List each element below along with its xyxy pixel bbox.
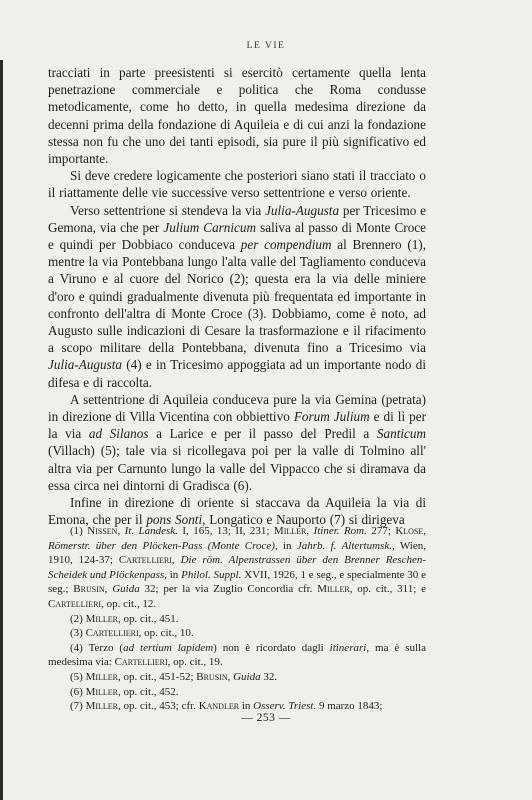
- text-run: ,: [104, 583, 113, 596]
- text-run: (1): [70, 525, 88, 537]
- text-run: , in: [274, 539, 297, 552]
- author-name: Cartellieri: [85, 627, 139, 640]
- text-run: , op. cit., 12.: [101, 597, 157, 610]
- text-run: (3): [70, 627, 86, 640]
- text-run: 9 marzo 1843;: [316, 700, 383, 713]
- text-run: Verso settentrione si stendeva la via: [70, 202, 266, 218]
- text-run: , op. cit., 451.: [118, 612, 179, 625]
- italic-text: Julia-Augusta: [265, 202, 340, 218]
- author-name: Miller: [85, 670, 119, 683]
- footnote: [48, 670, 426, 685]
- text-run: saliva al passo di Monte Croce e quindi per Dobbiaco conduceva: [48, 219, 426, 253]
- italic-text: Die röm. Alpenstrassen über den Brenner Reschen-Scheidek und Plöckenpass: [48, 554, 427, 581]
- text-run: ) non è ricordato dagli: [213, 641, 330, 654]
- author-name: Cartellieri: [48, 597, 102, 610]
- paragraph: [48, 202, 426, 391]
- author-name: Miller: [317, 583, 350, 596]
- text-run: (2): [70, 612, 86, 625]
- text-run: a Larice e per il passo del Predil a: [148, 426, 377, 442]
- italic-text: Julium Carnicum: [163, 219, 257, 235]
- italic-text: Jahrb. f. Altertumsk.: [296, 539, 392, 552]
- author-name: Miller: [85, 700, 119, 713]
- text-run: , ma è sulla medesima via:: [48, 641, 426, 669]
- italic-text: Römerstr. über den Plöcken-Pass (Monte Croce): [48, 539, 275, 552]
- text-run: per Tricesimo e Gemona, via che per: [48, 202, 426, 235]
- author-name: Brusin: [73, 583, 105, 596]
- paragraph: [48, 167, 426, 201]
- italic-text: Guida: [112, 583, 140, 596]
- paragraph: [48, 64, 426, 167]
- text-run: , op. cit., 452.: [118, 685, 179, 698]
- text-run: e di lì per la via: [48, 409, 426, 442]
- footnote: [48, 626, 426, 641]
- footnote: [48, 524, 426, 612]
- text-run: ,: [171, 554, 181, 567]
- footnote: [48, 612, 426, 627]
- text-run: , Longatico e Nauporto (7) si dirigeva: [202, 512, 405, 528]
- text-run: tracciati in parte preesistenti si esercitò certamente quella lenta penetrazione commerciale e politica che Roma condusse metodicamente, come ho detto, in quella medesima direzione da decenni prima della fondazione di Aquileia e di cui anzi la fondazione stessa non fu che uno dei tanti episodi, sia pure il più significativo ed importante.: [48, 65, 426, 167]
- text-run: ,: [423, 525, 427, 537]
- italic-text: Guida: [233, 670, 261, 683]
- italic-text: ad Silanos: [88, 426, 149, 442]
- text-run: 32; per la via Zuglio Concordia cfr.: [139, 583, 318, 596]
- text-run: ,: [306, 525, 314, 537]
- italic-text: Itiner. Rom.: [313, 525, 367, 537]
- italic-text: per compendium: [240, 237, 332, 253]
- text-run: XVII, 1926, 1 e seg., e specialmente 30 e seg.;: [48, 568, 426, 596]
- running-head: LE VIE: [246, 41, 286, 51]
- text-run: 277;: [366, 525, 396, 537]
- text-run: , op. cit., 453; cfr.: [118, 700, 199, 713]
- text-run: , Wien, 1910, 124-37;: [48, 539, 426, 567]
- italic-text: Forum Julium: [293, 409, 370, 425]
- text-run: , op. cit., 19.: [167, 656, 223, 669]
- italic-text: Philol. Suppl.: [181, 568, 242, 581]
- italic-text: pons Sonti: [146, 512, 203, 528]
- body-text: [48, 64, 426, 528]
- author-name: Klose: [395, 525, 424, 537]
- text-run: , op. cit., 451-52;: [118, 670, 197, 683]
- text-run: , op. cit., 10.: [138, 627, 194, 640]
- text-run: , in: [164, 568, 182, 581]
- text-run: Infine in direzione di oriente si staccava da Aquileia la via di Emona, che per il: [48, 495, 426, 528]
- italic-text: itinerari: [329, 641, 367, 654]
- italic-text: It. Landesk.: [124, 525, 178, 537]
- author-name: Miller: [85, 685, 119, 698]
- text-run: (6): [70, 685, 86, 698]
- footnote: [48, 641, 426, 670]
- text-run: Si deve credere logicamente che posteriori siano stati il tracciato o il riattamente delle vie successive verso settentrione e verso oriente.: [48, 168, 426, 201]
- text-run: ,: [117, 525, 125, 537]
- page-number: — 253 —: [241, 712, 291, 724]
- text-run: (5): [70, 670, 86, 683]
- scan-edge: [0, 60, 3, 800]
- text-run: I, 165, 13; II, 231;: [177, 525, 274, 537]
- text-run: , op. cit., 311; e: [349, 583, 427, 596]
- italic-text: Julia-Augusta: [48, 357, 122, 373]
- footnote: [48, 685, 426, 700]
- text-run: ,: [227, 670, 234, 683]
- text-run: in: [239, 700, 254, 713]
- text-run: 32.: [260, 670, 278, 683]
- author-name: Nissen: [87, 525, 118, 537]
- author-name: Miller: [273, 525, 307, 537]
- author-name: Cartellieri: [118, 554, 172, 567]
- text-run: (7): [70, 700, 86, 713]
- author-name: Brusin: [196, 670, 228, 683]
- italic-text: ad tertium lapidem: [123, 641, 214, 654]
- author-name: Cartellieri: [114, 656, 168, 669]
- text-run: al Brennero (1), mentre la via Pontebbana lungo l'alta valle del Tagliamento conduceva a Viruno e al cuore del Norico (2); questa era la via delle miniere d'oro e quindi gradualmente divenuta più frequentata ed importante in confronto dell'altra di Monte Croce (3). Dobbiamo, come è noto, ad Augusto sulle indicazioni di Cesare la trasformazione e il rifacimento a scopo militare della Pontebbana, divenuta fino a Tricesimo via: [48, 237, 426, 356]
- author-name: Kandler: [198, 700, 240, 713]
- text-run: (4) Terzo (: [70, 641, 124, 654]
- italic-text: Osserv. Triest.: [253, 700, 317, 713]
- text-run: (Villach) (5); tale via si ricollegava poi per la valle di Tolmino all' altra via per Carnunto lungo la valle del Vippacco che si diramava da essa circa nei dintorni di Gradisca (6).: [48, 443, 426, 493]
- paragraph: [48, 391, 426, 494]
- author-name: Miller: [85, 612, 119, 625]
- text-run: A settentrione di Aquileia conduceva pure la via Gemina (petrata) in direzione di Villa Vicentina con obbiettivo: [48, 391, 426, 425]
- footnotes: [48, 524, 426, 714]
- text-run: (4) e in Tricesimo appoggiata ad un importante nodo di difesa e di raccolta.: [48, 357, 426, 390]
- italic-text: Santicum: [376, 426, 426, 442]
